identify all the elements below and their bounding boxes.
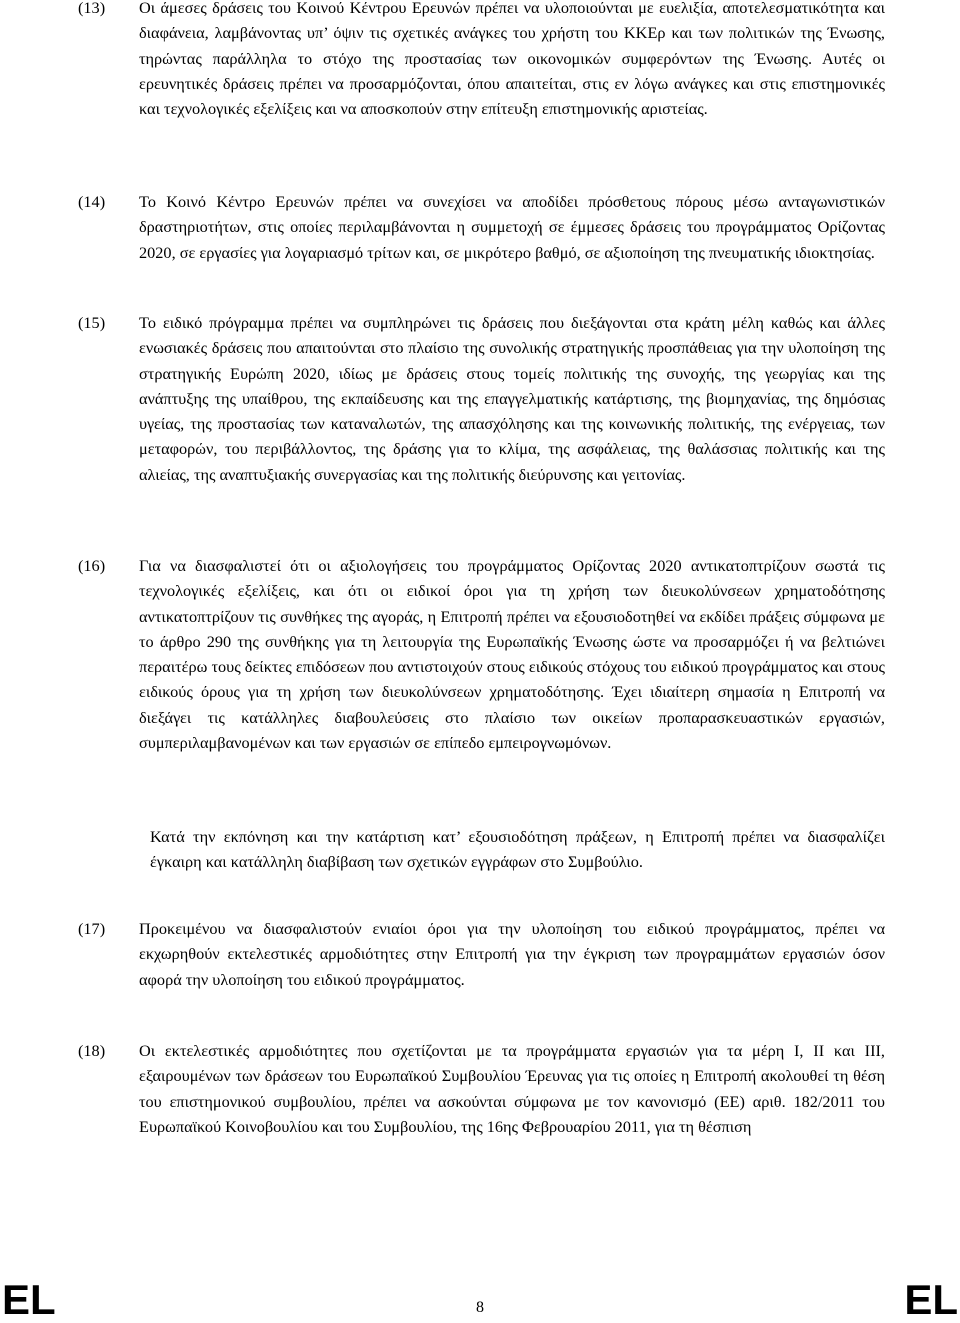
recital-number: (16) <box>78 556 106 575</box>
recital-text: Οι άμεσες δράσεις του Κοινού Κέντρου Ερευνών πρέπει να υλοποιούνται με ευελιξία, αποτελεσματικότητα και διαφάνεια, λαμβάνοντας υπ’ όψιν τις σχετικές ανάγκες του χρήστη του ΚΚΕρ και των πολιτικών της Ένωσης, τηρώντας παράλληλα το στόχο της προστασίας των οικονομικών συμφερόντων της Ένωσης. Αυτές οι ερευνητικές δράσεις πρέπει να προσαρμόζονται, όπου απαιτείται, στις εν λόγω ανάγκες και στις επιστημονικές και τεχνολογικές εξελίξεις και να αποσκοπούν στην επίτευξη επιστημονικής αριστείας. <box>139 0 885 119</box>
recital-text: Το ειδικό πρόγραμμα πρέπει να συμπληρώνει τις δράσεις που διεξάγονται στα κράτη μέλη καθώς και άλλες ενωσιακές δράσεις που απαιτούνται στο πλαίσιο της συνολικής στρατηγικής προσπάθειας για την υλοποίηση της στρατηγικής Ευρώπη 2020, ιδίως με δράσεις στους τομείς πολιτικής της συνοχής, της γεωργίας και της ανάπτυξης της υπαίθρου, της εκπαίδευσης και της επαγγελματικής κατάρτισης, της βιομηχανίας, της δημόσιας υγείας, της προστασίας των καταναλωτών, της απασχόλησης και της κοινωνικής πολιτικής, της ενέργειας, των μεταφορών, του περιβάλλοντος, της δράσης για το κλίμα, της ασφάλειας, της θαλάσσιας πολιτικής και της αλιείας, της αναπτυξιακής συνεργασίας και της πολιτικής διεύρυνσης και γειτονίας. <box>139 313 885 484</box>
recital-text: Οι εκτελεστικές αρμοδιότητες που σχετίζονται με τα προγράμματα εργασιών για τα μέρη I, II και III, εξαιρουμένων των δράσεων του Ευρωπαϊκού Συμβουλίου Έρευνας για τις οποίες η Επιτροπή ακολουθεί τη θέση του επιστημονικού συμβουλίου, πρέπει να ασκούνται σύμφωνα με τον κανονισμό (ΕΕ) αριθ. 182/2011 του Ευρωπαϊκού Κοινοβουλίου και του Συμβουλίου, της 16ης Φεβρουαρίου 2011, για τη θέσπιση <box>139 1041 885 1136</box>
recital-number: (17) <box>78 919 106 938</box>
recital-number: (15) <box>78 313 106 332</box>
footer-language-right: EL <box>904 1276 958 1323</box>
footer-language-left: EL <box>2 1276 56 1323</box>
recital-number: (13) <box>78 0 106 17</box>
footer-page-number: 8 <box>476 1299 484 1316</box>
recital-continuation: Κατά την εκπόνηση και την κατάρτιση κατ’ εξουσιοδότηση πράξεων, η Επιτροπή πρέπει να διασφαλίζει έγκαιρη και κατάλληλη διαβίβαση των σχετικών εγγράφων στο Συμβούλιο. <box>150 827 885 872</box>
recital-text: Για να διασφαλιστεί ότι οι αξιολογήσεις του προγράμματος Ορίζοντας 2020 αντικατοπτρίζουν σωστά τις τεχνολογικές εξελίξεις, και ότι οι ειδικοί όροι για τη χρήση των διευκολύνσεων χρηματοδότησης αντικατοπτρίζουν τις συνθήκες της αγοράς, η Επιτροπή πρέπει να εξουσιοδοτηθεί να εκδίδει πράξεις σύμφωνα με το άρθρο 290 της συνθήκης για τη λειτουργία της Ευρωπαϊκής Ένωσης ώστε να προσαρμόζει ή να βελτιώνει περαιτέρω τους δείκτες επιδόσεων που αντιστοιχούν στους ειδικούς στόχους του ειδικού προγράμματος και στους ειδικούς όρους για τη χρήση των διευκολύνσεων χρηματοδότησης. Έχει ιδιαίτερη σημασία η Επιτροπή να διεξάγει τις κατάλληλες διαβουλεύσεις στο πλαίσιο των οικείων προπαρασκευαστικών εργασιών, συμπεριλαμβανομένων και των εργασιών σε επίπεδο εμπειρογνωμόνων. <box>139 556 885 753</box>
recital-number: (14) <box>78 192 106 211</box>
recital-text: Το Κοινό Κέντρο Ερευνών πρέπει να συνεχίσει να αποδίδει πρόσθετους πόρους μέσω ανταγωνιστικών δραστηριοτήτων, στις οποίες περιλαμβάνονται η συμμετοχή σε έμμεσες δράσεις του προγράμματος Ορίζοντας 2020, σε εργασίες για λογαριασμό τρίτων και, σε μικρότερο βαθμό, σε αξιοποίηση της πνευματικής ιδιοκτησίας. <box>139 192 885 262</box>
recital-number: (18) <box>78 1041 106 1060</box>
recital-text: Προκειμένου να διασφαλιστούν ενιαίοι όροι για την υλοποίηση του ειδικού προγράμματος, πρέπει να εκχωρηθούν εκτελεστικές αρμοδιότητες στην Επιτροπή για την έγκριση των προγραμμάτων εργασιών όσον αφορά την υλοποίηση του ειδικού προγράμματος. <box>139 919 885 989</box>
